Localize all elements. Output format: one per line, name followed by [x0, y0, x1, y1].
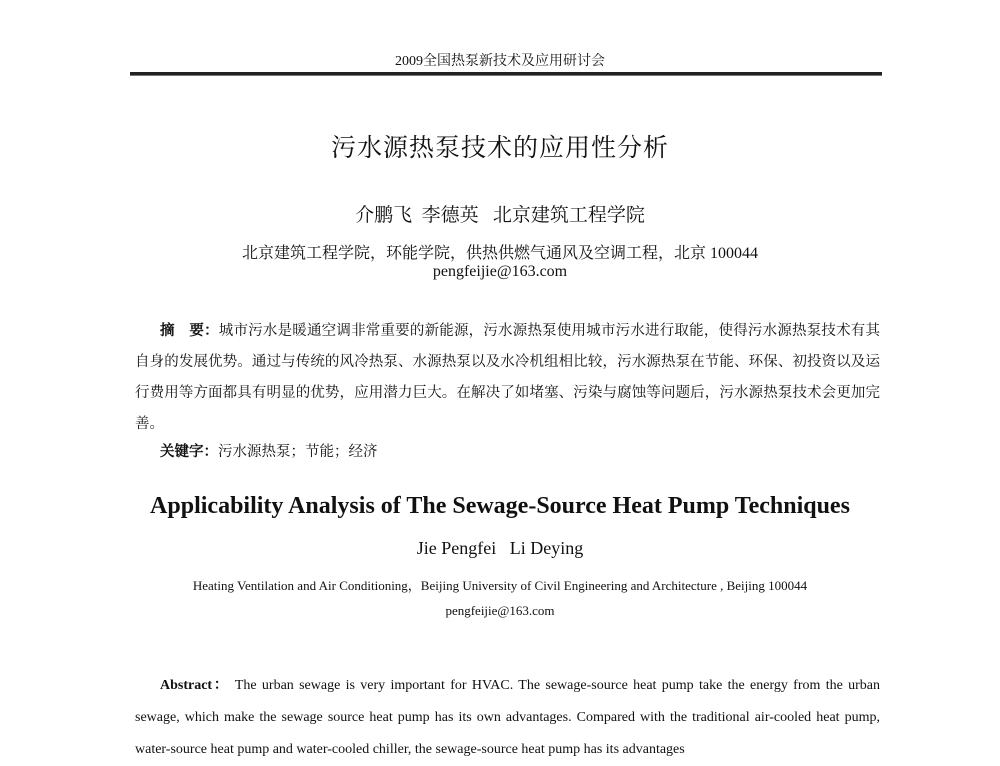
abstract-cn — [135, 316, 880, 440]
abstract-en — [135, 670, 880, 766]
abstract-cn-text: 城市污水是暖通空调非常重要的新能源，污水源热泵使用城市污水进行取能，使得污水源热泵技术有其自身的发展优势。通过与传统的风冷热泵、水源热泵以及水冷机组相比较，污水源热泵在节能、环保、初投资以及运行费用等方面都具有明显的优势，应用潜力巨大。在解决了如堵塞、污染与腐蚀等问题后，污水源热泵技术会更加完善。 — [135, 323, 881, 432]
affiliation-en: Heating Ventilation and Air Conditioning，Beijing University of Civil Engineering and Architecture , Beijing 100044 — [192, 578, 808, 593]
title-cn: 污水源热泵技术的应用性分析 — [330, 135, 669, 162]
keywords-cn-text: 污水源热泵；节能；经济 — [218, 444, 378, 460]
abstract-en-text: The urban sewage is very important for HVAC. The sewage-source heat pump take the energy from the urban sewage, which make the sewage source heat pump has its own advantages. Compared with the traditional air-cooled heat pump, water-source heat pump and water-cooled chiller, the sewage-source heat pump has its advantages — [135, 678, 881, 757]
keywords-cn-label: 关键字： — [160, 444, 218, 460]
authors-en: Jie Pengfei Li Deying — [416, 538, 584, 558]
keywords-cn — [160, 440, 378, 461]
email-en: pengfeijie@163.com — [445, 603, 555, 618]
authors-cn: 介鹏飞 李德英 北京建筑工程学院 — [355, 205, 645, 226]
running-header: 2009全国热泵新技术及应用研讨会 — [395, 54, 605, 69]
abstract-en-label: Abstract： — [160, 678, 230, 693]
header-rule — [130, 72, 882, 76]
email-cn: pengfeijie@163.com — [432, 263, 568, 280]
affiliation-cn: 北京建筑工程学院，环能学院，供热供燃气通风及空调工程，北京 100044 — [241, 245, 758, 262]
abstract-cn-label: 摘 要： — [160, 323, 219, 339]
title-en: Applicability Analysis of The Sewage-Source Heat Pump Techniques — [150, 493, 850, 519]
